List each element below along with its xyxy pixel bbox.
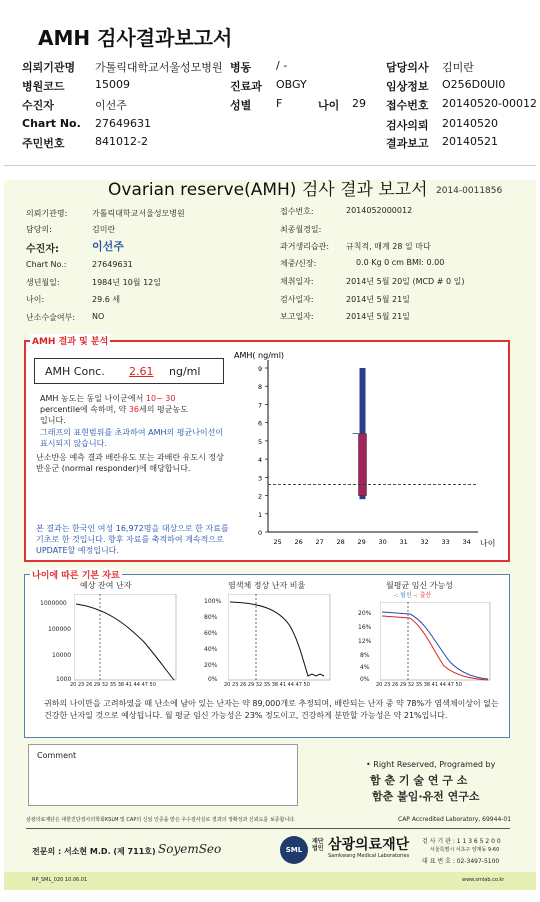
field-value: 27649631	[92, 260, 133, 269]
field-value: 가톨릭대학교서울성모병원	[92, 209, 185, 218]
label-institution: 의뢰기관명	[22, 61, 76, 74]
signature: SoyemSeo	[158, 842, 222, 856]
decline-curve	[76, 604, 174, 680]
y-tick-label: 8	[258, 383, 263, 392]
y-tick: 60%	[204, 630, 218, 637]
iqr-box	[359, 434, 367, 496]
chart-plot	[228, 594, 332, 682]
reg-line3: 대 표 번 호 : 02-3497-5100	[422, 858, 500, 865]
field-label: 보고일자:	[280, 312, 314, 321]
value-receipt-no: 20140520-00012	[442, 97, 537, 110]
x-axis-label: 나이	[480, 539, 496, 548]
field-value: 2014052000012	[346, 206, 413, 215]
y-tick: 0%	[208, 676, 218, 683]
y-tick-label: 0	[258, 529, 263, 537]
comment-box	[28, 744, 298, 806]
label-request-date: 검사의뢰	[386, 119, 429, 132]
chart-title: 월평균 임신 가능성	[386, 581, 453, 590]
y-tick-label: 5	[258, 437, 263, 446]
y-tick: 20%	[358, 610, 372, 617]
sml-logo: SML	[280, 836, 308, 864]
field-label: 수진자:	[26, 244, 59, 255]
field-label: 과거생리습관:	[280, 242, 330, 251]
y-tick: 100000	[48, 626, 71, 633]
cap-accreditation: CAP Accredited Laboratory, 69944-01	[398, 816, 512, 823]
credits-line1: • Right Reserved, Programed by	[366, 760, 496, 769]
y-tick: 0%	[360, 676, 370, 683]
report-title: Ovarian reserve(AMH) 검사 결과 보고서	[108, 180, 428, 200]
mean-age: 36	[128, 405, 140, 414]
reg-line1: 검 사 기 관 : 1 1 3 6 5 2 0 0	[422, 838, 501, 845]
basic-section-title: 나이에 따른 기본 자료	[30, 568, 122, 581]
amh-chart-svg	[230, 348, 504, 556]
value-resident-no: 841012-2	[95, 135, 148, 148]
x-tick-label: 34	[462, 538, 471, 546]
birth-curve	[382, 616, 488, 680]
x-tick-label: 33	[441, 538, 450, 546]
y-tick: 1000000	[40, 600, 67, 607]
y-tick: 100%	[204, 598, 222, 605]
field-value: 0.0 Kg 0 cm BMI: 0.00	[356, 258, 445, 267]
org-name: 삼광의료재단	[328, 837, 410, 853]
percentile-range: 10~ 30	[145, 394, 176, 403]
x-ticks: 20 23 26 29 32 35 38 41 44 47 50	[70, 682, 156, 688]
chart-plot	[74, 594, 178, 682]
y-tick: 12%	[358, 638, 372, 645]
pregnancy-chance-chart	[350, 580, 500, 690]
field-value: 2014년 5월 20일 (MCD # 0 일)	[346, 277, 465, 286]
pregnancy-curve	[382, 612, 488, 679]
amh-conc-unit: ng/ml	[169, 365, 201, 378]
value-institution: 가톨릭대학교서울성모병원	[95, 61, 223, 74]
y-tick: 16%	[358, 624, 372, 631]
field-label: 체중/신장:	[280, 259, 317, 268]
y-tick-label: 1	[258, 510, 263, 519]
credits-line3: 함춘 불임·유전 연구소	[372, 790, 480, 803]
plot-frame	[228, 594, 330, 680]
comment-label: Comment	[37, 751, 77, 760]
field-value: 김미란	[92, 225, 116, 234]
reg-line2: 서울특별시 서초구 양재동 9-60	[430, 847, 500, 853]
y-tick: 4%	[360, 664, 370, 671]
y-tick-label: 7	[258, 401, 263, 410]
field-label: 담당의:	[26, 225, 52, 234]
remaining-eggs-chart	[40, 580, 180, 690]
text-part: AMH 농도는 동일 나이군에서	[40, 394, 144, 403]
text-part: 세의 평균농도	[139, 405, 188, 414]
amh-range-note: 그래프의 표현범위를 초과하여 AMH의 평균나이선이 표시되지 않습니다.	[40, 428, 224, 448]
normal-chromosome-chart	[198, 580, 338, 690]
amh-response-text: 난소반응 예측 결과 배란유도 또는 과배란 유도시 정상반응군 (normal responder)에 해당합니다.	[36, 453, 224, 473]
value-sex: F	[276, 97, 283, 110]
form-code: RP_SML_020 10.06.01	[32, 877, 88, 883]
x-tick-label: 31	[399, 538, 408, 546]
ratio-curve	[230, 602, 324, 676]
amh-chart	[230, 348, 504, 556]
field-label: 생년월일:	[26, 278, 60, 287]
y-tick-label: 3	[258, 474, 263, 483]
field-label: Chart No.:	[26, 260, 67, 269]
y-tick-label: 9	[258, 365, 263, 373]
field-label: 난소수술여부:	[26, 313, 76, 322]
x-tick-label: 28	[336, 538, 345, 546]
value-ward: / -	[276, 59, 288, 72]
field-label: 최종월경일:	[280, 225, 322, 234]
label-ward: 병동	[230, 61, 252, 74]
field-value: NO	[92, 312, 105, 321]
legend-birth: -: 출산	[413, 592, 432, 599]
chart-title: 염색체 정상 난자 비율	[228, 581, 306, 590]
field-label: 나이:	[26, 295, 45, 304]
chart-plot	[380, 602, 492, 682]
amh-percentile-text	[40, 393, 230, 426]
value-request-date: 20140520	[442, 117, 498, 130]
field-value: 2014년 5월 21일	[346, 295, 410, 304]
value-clinical-info: O256D0UI0	[442, 78, 506, 91]
footer-divider	[26, 828, 510, 829]
accreditation-note: 삼광의료재단은 대한진단검사의학회KSLM 및 CAP의 신임 인증을 받은 우수검사실로 결과의 정확성과 신뢰도를 보증합니다.	[26, 817, 296, 823]
label-resident-no: 주민번호	[22, 137, 65, 150]
x-ticks: 20 23 26 29 32 35 38 41 44 47 50	[376, 682, 462, 688]
label-department: 진료과	[230, 80, 262, 93]
x-tick-label: 32	[420, 538, 429, 546]
value-age: 29	[352, 97, 366, 110]
org-small-label: 재단법인	[312, 838, 324, 852]
chart-title: 예상 잔여 난자	[80, 581, 132, 590]
y-axis-label: AMH( ng/ml)	[234, 351, 285, 360]
amh-conc-box	[34, 358, 224, 384]
amh-data-note: 본 결과는 한국인 여성 16,972명을 대상으로 한 자료를 기초로 한 것입니다. 향후 자료를 축적하여 계속적으로 UPDATE할 예정입니다.	[36, 524, 229, 555]
credits-line2: 함 춘 기 술 연 구 소	[370, 774, 468, 787]
y-tick-label: 4	[258, 456, 263, 465]
x-tick-label: 27	[315, 538, 324, 546]
x-ticks: 20 23 26 29 32 35 38 41 44 47 50	[224, 682, 310, 688]
value-patient: 이선주	[95, 99, 127, 112]
label-sex: 성별	[230, 99, 252, 112]
field-value: 규칙적, 매계 28 일 마다	[346, 242, 431, 251]
y-tick: 40%	[204, 646, 218, 653]
field-label: 채취일자:	[280, 277, 314, 286]
y-tick-label: 2	[258, 492, 263, 501]
field-value: 1984년 10월 12일	[92, 278, 161, 287]
x-tick-label: 29	[357, 538, 366, 546]
label-hospital-code: 병원코드	[22, 80, 65, 93]
x-tick-label: 30	[378, 538, 387, 546]
text-part: percentile에 속하며, 약	[40, 405, 127, 414]
y-tick: 1000	[56, 676, 72, 683]
label-report-date: 결과보고	[386, 137, 429, 150]
legend-pregnancy: -: 임신	[394, 592, 412, 599]
field-label: 접수번호:	[280, 207, 314, 216]
field-label: 검사일자:	[280, 295, 314, 304]
text-part: 입니다.	[40, 416, 66, 425]
label-age: 나이	[318, 99, 340, 112]
label-clinical-info: 임상정보	[386, 80, 429, 93]
basic-summary-text: 귀하의 나이만을 고려하였을 때 난소에 남아 있는 난자는 약 89,000개로 추정되며, 배란되는 난자 중 약 78%가 염색체이상이 없는 건강한 난자일 것으로 예상됩니다. 월 평균 임신 가능성은 23% 정도이고, 건강하게 분만할 가능성은 약 21%입니다.	[44, 699, 499, 720]
legend	[394, 590, 431, 599]
field-label: 의뢰기관명:	[26, 209, 68, 218]
x-tick-label: 25	[273, 538, 282, 546]
value-doctor: 김미란	[442, 61, 474, 74]
website[interactable]: www.smlab.co.kr	[462, 877, 505, 883]
x-tick-label: 26	[294, 538, 303, 546]
label-doctor: 담당의사	[386, 61, 429, 74]
y-tick: 80%	[204, 614, 218, 621]
label-receipt-no: 접수번호	[386, 99, 429, 112]
value-department: OBGY	[276, 78, 307, 91]
label-patient: 수진자	[22, 99, 54, 112]
field-value: 2014년 5월 21일	[346, 312, 410, 321]
org-name-en: Samkwang Medical Laboratories	[328, 853, 410, 859]
y-tick: 10000	[52, 652, 72, 659]
y-tick: 8%	[360, 652, 370, 659]
report-number: 2014-0011856	[436, 186, 503, 196]
amh-conc-label: AMH Conc.	[45, 365, 105, 378]
field-value-patient: 이선주	[92, 240, 124, 253]
amh-conc-value: 2.61	[129, 365, 154, 378]
y-tick-label: 6	[258, 419, 263, 428]
value-chart-no: 27649631	[95, 117, 151, 130]
document-title: AMH 검사결과보고서	[38, 26, 233, 50]
value-report-date: 20140521	[442, 135, 498, 148]
amh-section-title: AMH 결과 및 분석	[30, 334, 110, 347]
field-value: 29.6 세	[92, 295, 121, 304]
y-tick: 20%	[204, 662, 218, 669]
value-hospital-code: 15009	[95, 78, 130, 91]
specialist-label: 전문의 : 서소현 M.D. (제 711호)	[32, 847, 156, 856]
label-chart-no: Chart No.	[22, 117, 81, 130]
